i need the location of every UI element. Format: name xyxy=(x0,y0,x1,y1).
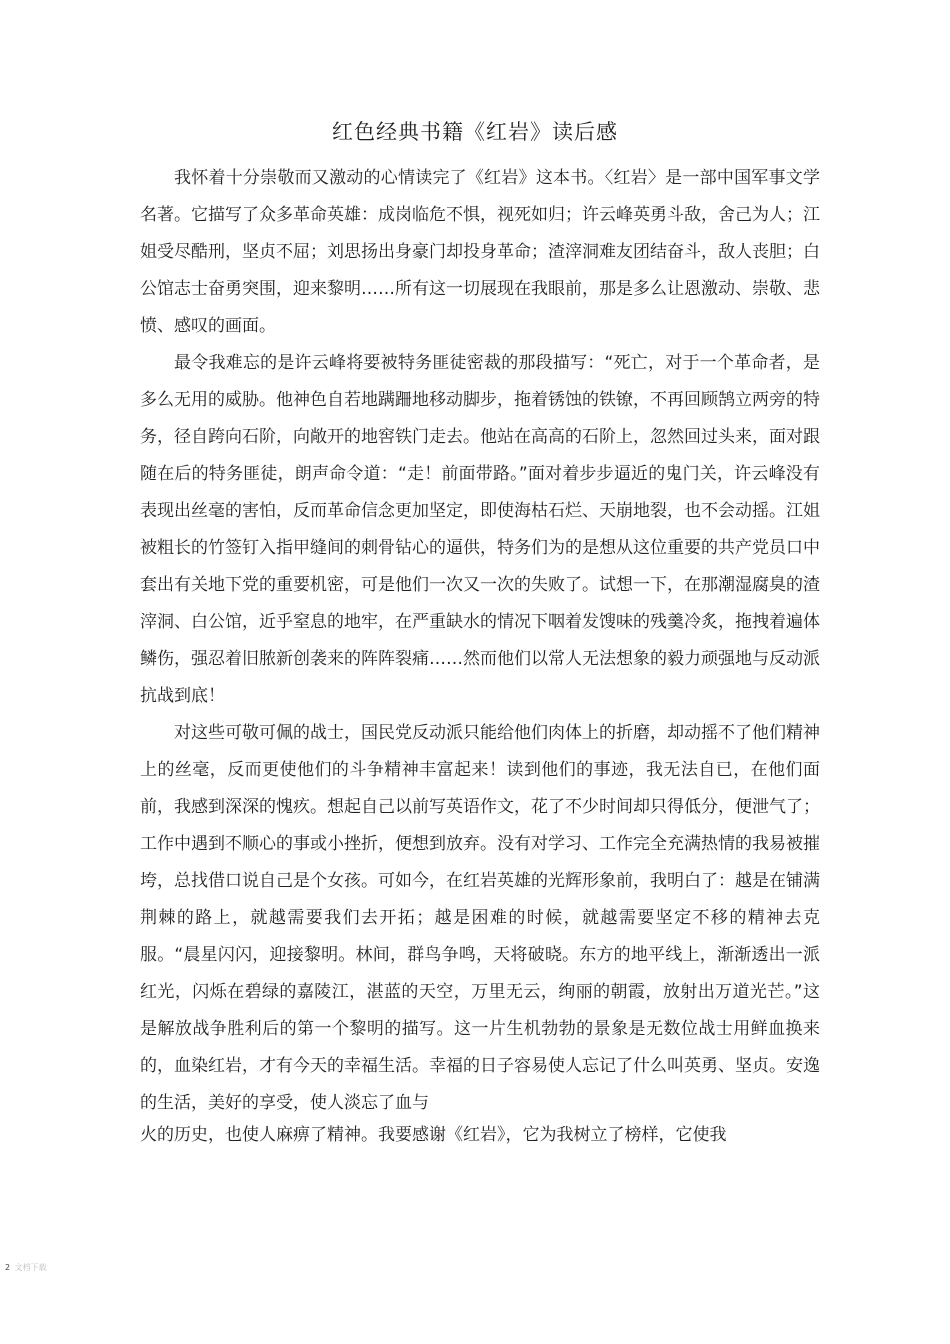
paragraph-continuation: 火的历史，也使人麻痹了精神。我要感谢《红岩》，它为我树立了榜样，它使我 xyxy=(140,1125,727,1145)
paragraph-3: 对这些可敬可佩的战士，国民党反动派只能给他们肉体上的折磨，却动摇不了他们精神上的丝毫，反而更使他们的斗争精神丰富起来！读到他们的事迹，我无法自已，在他们面前，我感到深深的愧疚。想起自己以前写英语作文，花了不少时间却只得低分，便泄气了；工作中遇到不顺心的事或小挫折，便想到放弃。没有对学习、工作完全充满热情的我易被摧垮，总找借口说自己是个女孩。可如今，在红岩英雄的光辉形象前，我明白了：越是在铺满荆棘的路上，就越需要我们去开拓；越是困难的时候，就越需要坚定不移的精神去克服。“晨星闪闪，迎接黎明。林间，群鸟争鸣，天将破晓。东方的地平线上，渐渐透出一派红光，闪烁在碧绿的嘉陵江，湛蓝的天空，万里无云，绚丽的朝霞，放射出万道光芒。”这是解放战争胜利后的第一个黎明的描写。这一片生机勃勃的景象是无数位战士用鲜血换来的，血染红岩，才有今天的幸福生活。幸福的日子容易使人忘记了什么叫英勇、坚贞。安逸的生活，美好的享受，使人淡忘了血与 xyxy=(140,723,820,1113)
watermark-text: 文档下载 xyxy=(14,1263,47,1272)
page-footer xyxy=(5,1263,49,1273)
paragraph-1: 我怀着十分崇敬而又激动的心情读完了《红岩》这本书。〈红岩〉是一部中国军事文学名著。它描写了众多革命英雄：成岗临危不惧，视死如归；许云峰英勇斗敌，舍己为人；江姐受尽酷刑，坚贞不屈；刘思扬出身豪门却投身革命；渣滓洞难友团结奋斗，敌人丧胆；白公馆志士奋勇突围，迎来黎明……所有这一切展现在我眼前，那是多么让恩激动、崇敬、悲愤、感叹的画面。 xyxy=(140,168,820,336)
page-number: 2 xyxy=(5,1263,11,1272)
document-title: 红色经典书籍《红岩》读后感 xyxy=(332,120,618,144)
document-body xyxy=(140,160,820,1148)
paragraph-2: 最令我难忘的是许云峰将要被特务匪徒密裁的那段描写：“死亡，对于一个革命者，是多么无用的威胁。他神色自若地蹒跚地移动脚步，拖着锈蚀的铁镣，不再回顾鹄立两旁的特务，径自跨向石阶，向敞开的地窖铁门走去。他站在高高的石阶上，忽然回过头来，面对跟随在后的特务匪徒，朗声命令道：“走！前面带路。”面对着步步逼近的鬼门关，许云峰没有表现出丝毫的害怕，反而革命信念更加坚定，即使海枯石烂、天崩地裂，也不会动摇。江姐被粗长的竹签钉入指甲缝间的刺骨钻心的逼供，特务们为的是想从这位重要的共产党员口中套出有关地下党的重要机密，可是他们一次又一次的失败了。试想一下，在那潮湿腐臭的渣滓洞、白公馆，近乎窒息的地牢，在严重缺水的情况下咽着发馊味的残羹冷炙，拖拽着遍体鳞伤，强忍着旧脓新创袭来的阵阵裂痛……然而他们以常人无法想象的毅力顽强地与反动派抗战到底！ xyxy=(140,353,820,706)
